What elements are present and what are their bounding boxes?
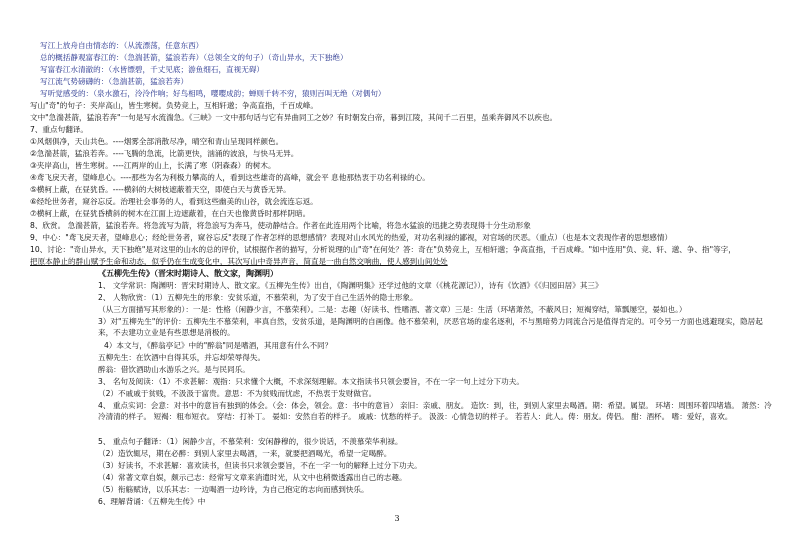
text-line: ⑥经纶世务者，窥谷忘反。治理社会事务的人，看到这些幽美的山谷，就会流连忘返。 bbox=[30, 197, 318, 206]
text-line: （2）不戚戚于贫贱，不汲汲于富贵。意思：不为贫贱而忧虑，不热衷于发财做官。 bbox=[98, 389, 377, 398]
section-title: 《五柳先生传》（晋宋时期诗人、散文家，陶渊明） bbox=[98, 269, 278, 278]
section-heading: 7、重点句翻译。 bbox=[30, 125, 88, 134]
text-line: 2、 人物欣赏：（1）五柳先生的形象：安贫乐道，不慕荣利，为了安于自己生活外的隐士形象。 bbox=[98, 293, 418, 302]
text-line: 把原本静止的群山赋予生命和动态，似乎仍在生成变化中，其次写山中奇异声音，简直是一曲自然交响曲，使人感到山间处处 bbox=[30, 257, 448, 266]
text-line: ③夹岸高山，皆生寒树。----江两岸的山上，长满了寒（阴森森）的树木。 bbox=[30, 161, 276, 170]
text-line: 9、中心："鸢飞戾天者，望峰息心；经纶世务者，窥谷忘反"表现了作者怎样的思想感情？表现对山水风光的热爱，对功名利禄的鄙视，对官场的厌恶。（重点）（也是本文表现作者的思想感情） bbox=[30, 233, 673, 242]
text-line: 写江上放舟自由情态的：（从流漂荡，任意东西） bbox=[40, 41, 204, 50]
text-line: 写富春江水清澈的：（水皆缥碧，千丈见底；游鱼细石，直视无碍） bbox=[40, 65, 265, 74]
text-line: （3）好读书，不求甚解：喜欢读书，但读书只求领会要旨，不在一字一句的解释上过分下功夫。 bbox=[98, 461, 422, 470]
text-line: 1、 文学常识：陶渊明：晋宋时期诗人、散文家。《五柳先生传》出自，《陶渊明集》还学过他的文章（《桃花源记》），诗有《饮酒》《《归园田居》其三》 bbox=[98, 281, 603, 290]
text-line: （4）常著文章自娱，颇示己志：经常写文章来消遣时光，从文中也稍微透露出自己的志趣。 bbox=[98, 473, 407, 482]
text-line: 5、 重点句子翻译：（1）闲静少言，不慕荣利：安闲静穆的，很少说话，不羡慕荣华利禄。 bbox=[98, 437, 403, 446]
text-line: 总的概括静观富春江的：（急湍甚箭，猛浪若奔）（总领全文的句子）（奇山异水，天下独绝） bbox=[40, 53, 348, 62]
text-line: 4、 重点实词：会意：对书中的意旨有独到的体会。（会：体会，领会。意：书中的意旨） 亲旧：亲戚、朋友。 造饮：到，往，到别人家里去喝酒。期：希望。属望。 环堵：周围环着四堵墙。 萧然：冷冷清清的样子。 短褐：粗布短衣。 穿结：打补丁。 晏如：安然自若的样子。 戚戚：忧愁的样子。 汲汲：心情急切的样子。 若若人：此人。俦：朋友。俦侣。 酣：酒杯。 嗜：爱好，喜欢。 bbox=[98, 401, 772, 421]
text-line: 五柳先生：在饮酒中自得其乐，并忘却荣辱得失。 bbox=[98, 353, 266, 362]
text-line: 写江流气势磅礴的：（急湍甚箭，猛浪若奔） bbox=[40, 77, 189, 86]
text-line: 文中"急湍甚箭，猛浪若奔"一句是写水流湍急。《三峡》一文中那句话与它有异曲同工之妙？有时朝发白帝，暮到江陵，其间千二百里，虽乘奔御风不以疾也。 bbox=[30, 113, 558, 122]
text-line: 10、讨论："奇山异水，天下独绝"是对这里的山水的总的评价，试根据作者的描写，分析说理的山"奇"在何处？答：奇在"负势竞上，互相轩邈；争高直指，千百成峰。"如中连用"负、竞、轩、邈、争、指"等字， bbox=[30, 245, 736, 254]
text-line: ④鸢飞戾天者，望峰息心。----那些为名为利极力攀高的人，看到这些雄奇的高峰，就会平 息他那热衷于功名利禄的心。 bbox=[30, 173, 430, 182]
text-line: ①风烟俱净，天山共色。----烟雾全部消散尽净，晴空和青山呈现同样颜色。 bbox=[30, 137, 284, 146]
text-line: 6、理解背诵：《五柳先生传》中 bbox=[98, 497, 206, 506]
text-line: ⑤横柯上蔽，在昼犹昏。----横斜的大树枝遮蔽着天空，即使白天与黄昏无异。 bbox=[30, 185, 291, 194]
text-line: 3）对"五柳先生"的评价：五柳先生不慕荣利，率真自然，安贫乐道，是陶渊明的自画像。他不慕荣利，厌恶官场的虚名逐利，不与黑暗势力同流合污是值得肯定的。可令另一方面也逃避现实，隐居起来，不去建功立业是有些思想是消极的。 bbox=[98, 317, 763, 337]
text-line: （2）造饮辄尽，期在必醉：到别人家里去喝酒，一来，就要把酒喝光，希望一定喝醉。 bbox=[98, 449, 392, 458]
text-line: （5）衔觞赋诗，以乐其志：一边喝酒一边吟诗，为自己抱定的志向而感到快乐。 bbox=[98, 485, 369, 494]
text-line: （从三方面描写其形象的）：一是：性格（闲静少言，不慕荣利）。二是：志趣（好读书、性嗜酒、著文章）三是：生活（环堵萧然，不蔽风日；短褐穿结，箪瓢屡空，晏如也。） bbox=[98, 305, 687, 314]
text-line: ②急湍甚箭，猛浪若奔。----飞腾的急流，比箭更快，汹涌的波浪，与快马无异。 bbox=[30, 149, 299, 158]
text-line: 写听觉感受的：（泉水激石，泠泠作响；好鸟相鸣，嘤嘤成韵；蝉则千转不穷，猿则百叫无绝（对偶句） bbox=[40, 89, 386, 98]
text-line: 醉翁：借饮酒助山水游乐之兴。是与民同乐。 bbox=[98, 365, 250, 374]
page-number: 3 bbox=[394, 514, 400, 523]
text-line: 8、欣赏。 急湍甚箭，猛浪若奔。将急流写为箭，将急浪写为奔马，使动静结合。作者在此连用两个比喻，将急水猛浪的迅捷之势表现得十分生动形象 bbox=[30, 221, 531, 230]
text-line: 写山"奇"的句子：夹岸高山，皆生寒树。负势竞上，互相轩邈；争高直指，千百成峰。 bbox=[30, 101, 318, 110]
text-line: ⑦横柯上蔽，在昼犹昏横斜的树木在江面上边遮蔽着，在白天也像黄昏时那样阴暗。 bbox=[30, 209, 311, 218]
text-line: 3、 名句及阅读：（1）不求甚解：观指：只求懂个大概，不求深刻理解。本文指读书只领会要旨，不在一字一句上过分下功夫。 bbox=[98, 377, 524, 386]
text-line: 4）本文与，《醉翁亭记》中的"醉翁"同是嗜酒，其用意有什么不同？ bbox=[104, 341, 333, 350]
